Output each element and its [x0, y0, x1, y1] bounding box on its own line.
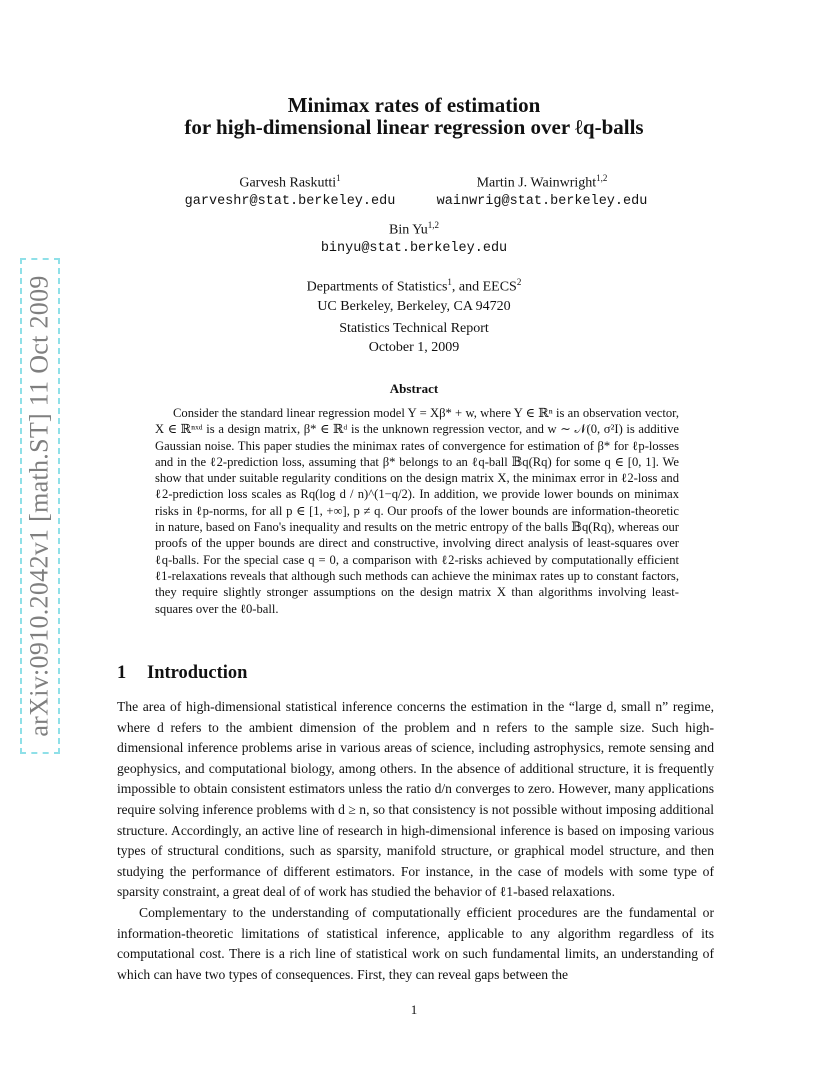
paper-title	[100, 94, 728, 138]
abstract-heading: Abstract	[389, 381, 439, 396]
report-info	[100, 319, 728, 357]
author-block-2	[418, 169, 666, 211]
arxiv-sidebar-stamp	[20, 258, 60, 754]
author-name: Bin Yu$^{1,2}$	[388, 220, 440, 238]
report-date: October 1, 2009	[368, 340, 460, 355]
arxiv-id[interactable]: arXiv:0910.2042v1 [math.ST] 11 Oct 2009	[25, 275, 54, 737]
department-line: Departments of Statistics$^1$, and EECS$^2$	[306, 277, 522, 295]
report-type: Statistics Technical Report	[339, 321, 489, 336]
author-block-3	[100, 216, 728, 258]
author-email[interactable]: garveshr@stat.berkeley.edu	[184, 193, 396, 209]
author-email[interactable]: binyu@stat.berkeley.edu	[320, 240, 508, 256]
author-name: Martin J. Wainwright$^{1,2}$	[476, 173, 608, 191]
title-line-1: Minimax rates of estimation	[287, 93, 541, 117]
address-line: UC Berkeley, Berkeley, CA 94720	[317, 298, 511, 314]
section-number: 1	[117, 663, 127, 683]
abstract-body	[155, 405, 679, 617]
author-block-1	[160, 169, 420, 211]
page-number: 1	[410, 1002, 418, 1017]
author-name: Garvesh Raskutti$^1$	[239, 173, 341, 191]
introduction-body	[117, 697, 714, 985]
section-title: Introduction	[147, 663, 248, 683]
paragraph: Complementary to the understanding of computationally efficient procedures are the fundamental or information-theoretic limitations of statistical inference, applicable to any algorithm regardless of its computational cost. There is a rich line of statistical work on such fundamental limits, an understanding of which can have two types of consequences. First, they can reveal gaps between the	[117, 904, 714, 982]
section-heading	[117, 663, 247, 684]
paragraph: The area of high-dimensional statistical inference concerns the estimation in the “large d, small n” regime, where d refers to the ambient dimension of the problem and n refers to the sample size. Such high-dimensional inference problems arise in various areas of science, including astrophysics, remote sensing and geophysics, and computational biology, among others. In the absence of additional structure, it is frequently impossible to obtain consistent estimators unless the ratio d/n converges to zero. However, many applications require solving inference problems with d ≥ n, so that consistency is not possible without imposing additional structure. Accordingly, an active line of research in high-dimensional inference is based on imposing various types of structural conditions, such as sparsity, manifold structure, or graphical model structure, and then studying the performance of different estimators. For instance, in the case of models with some type of sparsity constraint, a great deal of of work has studied the behavior of ℓ1-based relaxations.	[117, 699, 714, 900]
author-email[interactable]: wainwrig@stat.berkeley.edu	[436, 193, 648, 209]
abstract-text: Consider the standard linear regression model Y = Xβ* + w, where Y ∈ ℝⁿ is an observation vector, X ∈ ℝⁿˣᵈ is a design matrix, β* ∈ ℝᵈ is the unknown regression vector, and w ∼ 𝒩(0, σ²I) is additive Gaussian noise. This paper studies the minimax rates of convergence for estimation of β* for ℓp-losses and in the ℓ2-prediction loss, assuming that β* belongs to an ℓq-ball 𝔹q(Rq) for some q ∈ [0, 1]. We show that under suitable regularity conditions on the design matrix X, the minimax error in ℓ2-loss and ℓ2-prediction loss scales as Rq(log d / n)^(1−q/2). In addition, we provide lower bounds on minimax risks in ℓp-norms, for all p ∈ [1, +∞], p ≠ q. Our proofs of the lower bounds are information-theoretic in nature, based on Fano's inequality and results on the metric entropy of the balls 𝔹q(Rq), whereas our proofs of the upper bounds are direct and constructive, involving direct analysis of least-squares over ℓq-balls. For the special case q = 0, a comparison with ℓ2-risks achieved by computationally efficient ℓ1-relaxations reveals that although such methods can achieve the minimax rates up to constant factors, they require slightly stronger assumptions on the design matrix X than algorithms involving least-squares over the ℓ0-ball.	[155, 406, 679, 616]
affiliation	[100, 273, 728, 316]
title-line-2: for high-dimensional linear regression over ℓq-balls	[184, 115, 644, 139]
